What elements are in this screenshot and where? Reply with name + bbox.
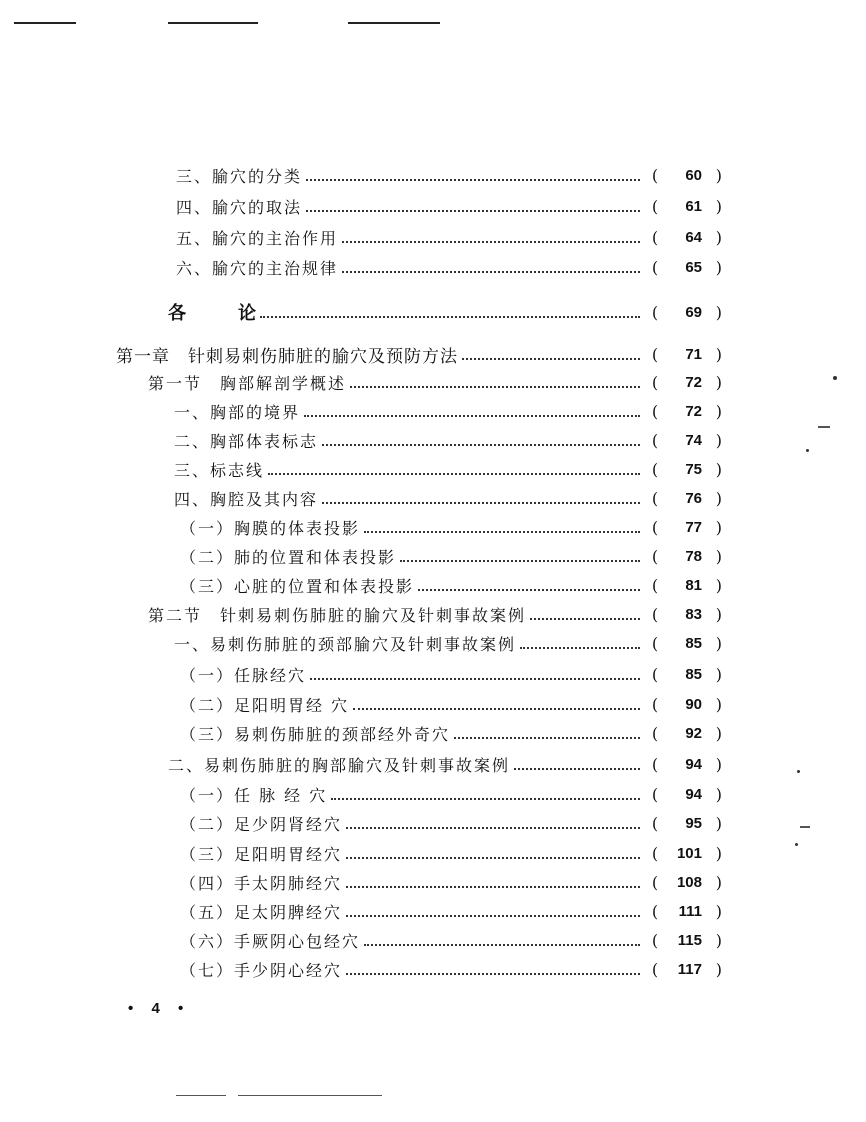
toc-page: 85 [685,634,702,652]
open-paren: ( [651,344,659,364]
close-paren: ) [715,257,722,277]
close-paren: ) [715,196,722,216]
dot-leader [346,856,640,859]
scan-speck [806,449,809,452]
toc-page: 72 [685,402,702,420]
open-paren: ( [651,633,659,653]
toc-entry[interactable] [168,750,722,778]
open-paren: ( [651,694,659,714]
open-paren: ( [651,165,659,185]
dot-leader [346,826,640,829]
toc-page: 95 [685,814,702,832]
dot-leader [260,315,640,318]
open-paren: ( [651,843,659,863]
toc-label: 第一章 针刺易刺伤肺脏的腧穴及预防方法 [116,346,458,367]
toc-label: （一）任脉经穴 [180,665,307,685]
toc-entry[interactable] [180,690,722,718]
dot-leader [353,707,640,710]
close-paren: ) [715,872,722,892]
toc-label: （七）手少阴心经穴 [180,960,343,980]
scan-speck [795,843,798,846]
open-paren: ( [651,664,659,684]
dot-leader [306,209,640,212]
toc-entry[interactable] [180,542,722,570]
toc-page: 94 [685,755,702,773]
close-paren: ) [715,633,722,653]
toc-page: 71 [685,345,702,363]
toc-page: 64 [685,228,702,246]
toc-label: （六）手厥阴心包经穴 [180,931,361,951]
dot-leader [331,797,640,800]
dot-leader [322,443,640,446]
close-paren: ) [715,575,722,595]
toc-part-entry[interactable] [168,298,722,326]
close-paren: ) [715,165,722,185]
toc-entry[interactable] [174,455,722,483]
toc-label: 一、易刺伤肺脏的颈部腧穴及针刺事故案例 [174,634,517,654]
toc-entry[interactable] [174,629,722,657]
dot-leader [350,385,640,388]
toc-label: （三）心脏的位置和体表投影 [180,576,415,596]
dot-leader [462,357,640,360]
dot-leader [418,588,640,591]
scan-mark [176,1095,226,1096]
toc-entry[interactable] [174,484,722,512]
toc-label: 四、胸腔及其内容 [174,489,319,509]
toc-entry[interactable] [180,660,722,688]
toc-label: 四、腧穴的取法 [176,197,303,217]
close-paren: ) [715,430,722,450]
close-paren: ) [715,372,722,392]
toc-page: 72 [685,373,702,391]
toc-entry[interactable] [180,809,722,837]
toc-section-entry[interactable] [148,600,722,628]
toc-label: 二、胸部体表标志 [174,431,319,451]
toc-label: （一）胸膜的体表投影 [180,518,361,538]
dot-leader [514,767,640,770]
toc-label: 六、腧穴的主治规律 [176,258,339,278]
toc-page: 60 [685,166,702,184]
footer-bullet-left: • [128,1000,134,1017]
close-paren: ) [715,488,722,508]
toc-entry[interactable] [176,161,722,189]
open-paren: ( [651,604,659,624]
toc-label: （四）手太阴肺经穴 [180,873,343,893]
open-paren: ( [651,488,659,508]
toc-entry[interactable] [180,571,722,599]
toc-label: 第一节 胸部解剖学概述 [148,373,347,393]
toc-page: 92 [685,724,702,742]
toc-label: 二、易刺伤肺脏的胸部腧穴及针刺事故案例 [168,755,511,775]
dot-leader [304,414,640,417]
toc-label: （三）易刺伤肺脏的颈部经外奇穴 [180,724,451,744]
toc-entry[interactable] [174,397,722,425]
open-paren: ( [651,575,659,595]
close-paren: ) [715,227,722,247]
dot-leader [364,943,640,946]
scan-mark [800,826,810,828]
open-paren: ( [651,257,659,277]
toc-page: 83 [685,605,702,623]
dot-leader [364,530,640,533]
open-paren: ( [651,401,659,421]
scan-mark [238,1095,382,1096]
open-paren: ( [651,813,659,833]
close-paren: ) [715,959,722,979]
open-paren: ( [651,901,659,921]
page-footer [128,1000,183,1017]
toc-page: 78 [685,547,702,565]
close-paren: ) [715,754,722,774]
toc-page: 74 [685,431,702,449]
close-paren: ) [715,723,722,743]
toc-page: 61 [685,197,702,215]
toc-page: 90 [685,695,702,713]
toc-label: 三、腧穴的分类 [176,166,303,186]
close-paren: ) [715,517,722,537]
toc-page: 85 [685,665,702,683]
part-label-second: 论 [238,303,256,324]
part-label-first: 各 [168,303,186,324]
toc-label: （二）肺的位置和体表投影 [180,547,397,567]
toc-label: 第二节 针刺易刺伤肺脏的腧穴及针刺事故案例 [148,605,527,625]
toc-page: 75 [685,460,702,478]
close-paren: ) [715,843,722,863]
toc-page: 76 [685,489,702,507]
dot-leader [400,559,640,562]
dot-leader [342,240,640,243]
toc-label: 五、腧穴的主治作用 [176,228,339,248]
dot-leader [346,885,640,888]
open-paren: ( [651,723,659,743]
toc-entry[interactable] [176,223,722,251]
open-paren: ( [651,546,659,566]
toc-entry[interactable] [174,426,722,454]
close-paren: ) [715,664,722,684]
toc-page: 115 [677,931,702,949]
toc-entry[interactable] [180,868,722,896]
dot-leader [346,972,640,975]
close-paren: ) [715,344,722,364]
dot-leader [520,646,640,649]
toc-entry[interactable] [176,192,722,220]
toc-label: （五）足太阴脾经穴 [180,902,343,922]
page-number: 4 [151,1000,160,1017]
toc-label: 一、胸部的境界 [174,402,301,422]
open-paren: ( [651,302,659,322]
toc-label: （一）任 脉 经 穴 [180,785,328,805]
toc-entry[interactable] [176,253,722,281]
open-paren: ( [651,459,659,479]
dot-leader [322,501,640,504]
scan-speck [833,376,837,380]
toc-entry[interactable] [180,719,722,747]
close-paren: ) [715,604,722,624]
toc-page: 117 [677,960,702,978]
dot-leader [346,914,640,917]
toc-page: 65 [685,258,702,276]
close-paren: ) [715,694,722,714]
open-paren: ( [651,784,659,804]
close-paren: ) [715,302,722,322]
toc-page: 94 [685,785,702,803]
toc-entry[interactable] [180,955,722,983]
open-paren: ( [651,196,659,216]
toc-page: 81 [685,576,702,594]
toc-page: 69 [685,303,702,321]
toc-entry[interactable] [180,780,722,808]
dot-leader [530,617,640,620]
toc-chapter-entry[interactable] [116,340,722,368]
toc-page: 101 [676,844,702,862]
scan-speck [797,770,800,773]
toc-entry[interactable] [180,897,722,925]
toc-label: （三）足阳明胃经穴 [180,844,343,864]
toc-page: 111 [678,902,702,920]
close-paren: ) [715,459,722,479]
dot-leader [306,178,640,181]
close-paren: ) [715,901,722,921]
toc-entry[interactable] [180,926,722,954]
dot-leader [268,472,640,475]
dot-leader [342,270,640,273]
toc-section-entry[interactable] [148,368,722,396]
scan-mark [818,426,830,428]
footer-bullet-right: • [177,1000,184,1017]
open-paren: ( [651,754,659,774]
toc-label: （二）足阳明胃经 穴 [180,695,350,715]
toc-label: 三、标志线 [174,460,265,480]
toc-page: 77 [685,518,702,536]
dot-leader [310,677,640,680]
close-paren: ) [715,546,722,566]
close-paren: ) [715,784,722,804]
toc-entry[interactable] [180,513,722,541]
open-paren: ( [651,930,659,950]
close-paren: ) [715,813,722,833]
close-paren: ) [715,930,722,950]
close-paren: ) [715,401,722,421]
toc-label: （二）足少阴肾经穴 [180,814,343,834]
open-paren: ( [651,872,659,892]
toc-page: 108 [676,873,702,891]
open-paren: ( [651,430,659,450]
open-paren: ( [651,517,659,537]
toc-entry[interactable] [180,839,722,867]
dot-leader [454,736,640,739]
open-paren: ( [651,227,659,247]
open-paren: ( [651,959,659,979]
open-paren: ( [651,372,659,392]
